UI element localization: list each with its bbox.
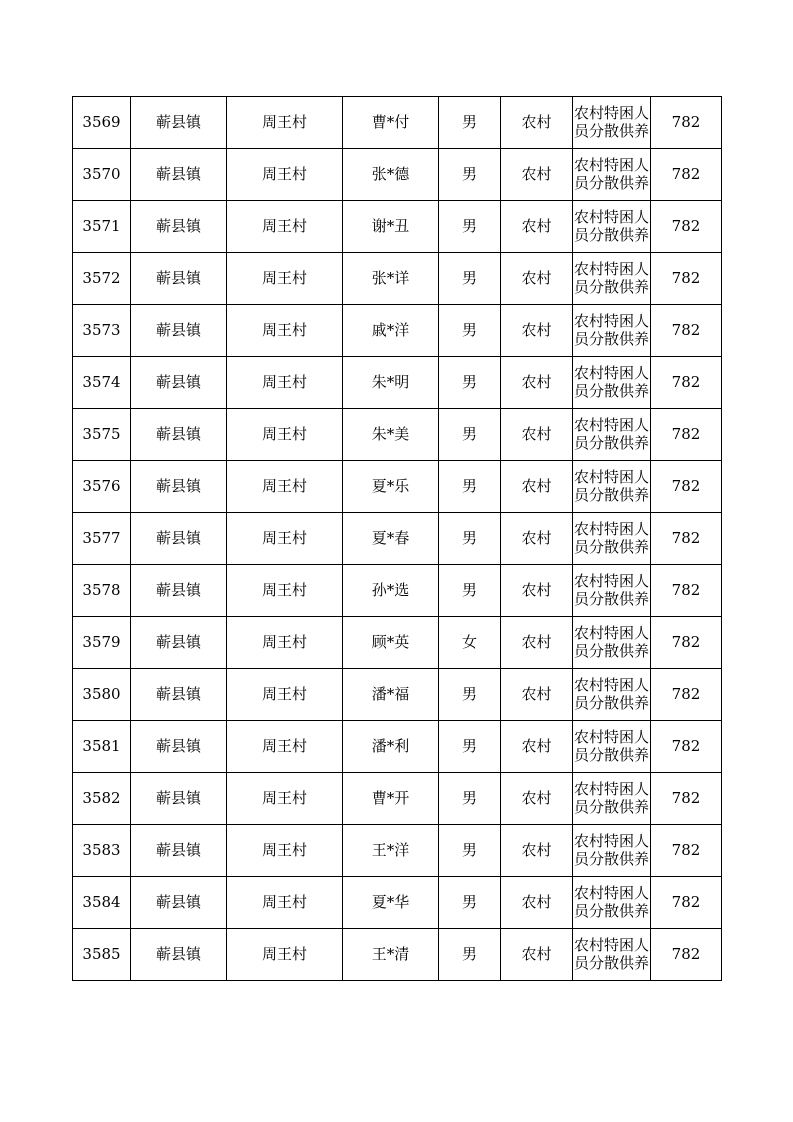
cell-household-type: 农村 xyxy=(501,669,573,721)
cell-gender: 男 xyxy=(439,773,501,825)
cell-household-type: 农村 xyxy=(501,149,573,201)
table-row xyxy=(73,617,722,669)
cell-gender: 男 xyxy=(439,669,501,721)
table-row xyxy=(73,201,722,253)
cell-town: 蕲县镇 xyxy=(131,201,227,253)
cell-gender: 男 xyxy=(439,513,501,565)
cell-household-type: 农村 xyxy=(501,253,573,305)
cell-aid-category: 农村特困人员分散供养 xyxy=(573,617,651,669)
cell-aid-category: 农村特困人员分散供养 xyxy=(573,721,651,773)
cell-village: 周王村 xyxy=(227,721,343,773)
cell-aid-category: 农村特困人员分散供养 xyxy=(573,149,651,201)
cell-name: 夏*春 xyxy=(343,513,439,565)
cell-gender: 男 xyxy=(439,149,501,201)
cell-amount: 782 xyxy=(651,825,722,877)
cell-name: 孙*选 xyxy=(343,565,439,617)
cell-name: 戚*洋 xyxy=(343,305,439,357)
cell-town: 蕲县镇 xyxy=(131,253,227,305)
cell-seq: 3581 xyxy=(73,721,131,773)
cell-village: 周王村 xyxy=(227,253,343,305)
cell-name: 曹*开 xyxy=(343,773,439,825)
table-row xyxy=(73,253,722,305)
cell-aid-category: 农村特困人员分散供养 xyxy=(573,825,651,877)
table-row xyxy=(73,97,722,149)
cell-name: 潘*福 xyxy=(343,669,439,721)
cell-household-type: 农村 xyxy=(501,201,573,253)
cell-seq: 3580 xyxy=(73,669,131,721)
cell-household-type: 农村 xyxy=(501,357,573,409)
cell-amount: 782 xyxy=(651,149,722,201)
cell-amount: 782 xyxy=(651,929,722,981)
cell-name: 夏*乐 xyxy=(343,461,439,513)
cell-aid-category: 农村特困人员分散供养 xyxy=(573,97,651,149)
table-body xyxy=(73,97,722,981)
cell-seq: 3573 xyxy=(73,305,131,357)
cell-amount: 782 xyxy=(651,565,722,617)
cell-gender: 男 xyxy=(439,877,501,929)
table-row xyxy=(73,877,722,929)
table-row xyxy=(73,461,722,513)
cell-town: 蕲县镇 xyxy=(131,877,227,929)
cell-name: 王*清 xyxy=(343,929,439,981)
table-row xyxy=(73,721,722,773)
cell-household-type: 农村 xyxy=(501,513,573,565)
cell-village: 周王村 xyxy=(227,929,343,981)
table-row xyxy=(73,513,722,565)
cell-aid-category: 农村特困人员分散供养 xyxy=(573,201,651,253)
cell-aid-category: 农村特困人员分散供养 xyxy=(573,357,651,409)
cell-village: 周王村 xyxy=(227,877,343,929)
cell-seq: 3585 xyxy=(73,929,131,981)
cell-gender: 男 xyxy=(439,201,501,253)
cell-amount: 782 xyxy=(651,513,722,565)
cell-town: 蕲县镇 xyxy=(131,149,227,201)
table-row xyxy=(73,305,722,357)
cell-seq: 3570 xyxy=(73,149,131,201)
cell-town: 蕲县镇 xyxy=(131,773,227,825)
cell-town: 蕲县镇 xyxy=(131,357,227,409)
cell-town: 蕲县镇 xyxy=(131,721,227,773)
cell-name: 夏*华 xyxy=(343,877,439,929)
cell-village: 周王村 xyxy=(227,565,343,617)
cell-amount: 782 xyxy=(651,721,722,773)
cell-gender: 男 xyxy=(439,461,501,513)
cell-household-type: 农村 xyxy=(501,617,573,669)
cell-amount: 782 xyxy=(651,357,722,409)
cell-name: 顾*英 xyxy=(343,617,439,669)
cell-household-type: 农村 xyxy=(501,97,573,149)
cell-town: 蕲县镇 xyxy=(131,617,227,669)
cell-amount: 782 xyxy=(651,305,722,357)
cell-village: 周王村 xyxy=(227,617,343,669)
cell-gender: 男 xyxy=(439,721,501,773)
cell-household-type: 农村 xyxy=(501,305,573,357)
cell-village: 周王村 xyxy=(227,461,343,513)
cell-gender: 男 xyxy=(439,97,501,149)
cell-town: 蕲县镇 xyxy=(131,97,227,149)
cell-seq: 3577 xyxy=(73,513,131,565)
cell-seq: 3571 xyxy=(73,201,131,253)
cell-household-type: 农村 xyxy=(501,773,573,825)
cell-town: 蕲县镇 xyxy=(131,513,227,565)
cell-amount: 782 xyxy=(651,409,722,461)
cell-household-type: 农村 xyxy=(501,565,573,617)
cell-household-type: 农村 xyxy=(501,929,573,981)
table-row xyxy=(73,149,722,201)
cell-seq: 3578 xyxy=(73,565,131,617)
cell-aid-category: 农村特困人员分散供养 xyxy=(573,929,651,981)
cell-name: 潘*利 xyxy=(343,721,439,773)
table-row xyxy=(73,825,722,877)
cell-gender: 男 xyxy=(439,825,501,877)
cell-seq: 3575 xyxy=(73,409,131,461)
cell-town: 蕲县镇 xyxy=(131,929,227,981)
subsidy-roster-table xyxy=(72,96,722,981)
table-row xyxy=(73,357,722,409)
cell-aid-category: 农村特困人员分散供养 xyxy=(573,513,651,565)
cell-town: 蕲县镇 xyxy=(131,669,227,721)
cell-name: 张*德 xyxy=(343,149,439,201)
cell-town: 蕲县镇 xyxy=(131,461,227,513)
cell-village: 周王村 xyxy=(227,201,343,253)
cell-gender: 男 xyxy=(439,565,501,617)
cell-aid-category: 农村特困人员分散供养 xyxy=(573,565,651,617)
cell-amount: 782 xyxy=(651,617,722,669)
cell-gender: 男 xyxy=(439,305,501,357)
cell-seq: 3584 xyxy=(73,877,131,929)
cell-name: 张*详 xyxy=(343,253,439,305)
cell-household-type: 农村 xyxy=(501,721,573,773)
cell-aid-category: 农村特困人员分散供养 xyxy=(573,877,651,929)
cell-town: 蕲县镇 xyxy=(131,305,227,357)
cell-amount: 782 xyxy=(651,669,722,721)
table-row xyxy=(73,565,722,617)
cell-town: 蕲县镇 xyxy=(131,409,227,461)
cell-seq: 3582 xyxy=(73,773,131,825)
cell-town: 蕲县镇 xyxy=(131,565,227,617)
cell-gender: 男 xyxy=(439,357,501,409)
cell-seq: 3579 xyxy=(73,617,131,669)
cell-name: 王*洋 xyxy=(343,825,439,877)
cell-gender: 男 xyxy=(439,929,501,981)
cell-gender: 男 xyxy=(439,253,501,305)
cell-village: 周王村 xyxy=(227,825,343,877)
cell-aid-category: 农村特困人员分散供养 xyxy=(573,669,651,721)
cell-village: 周王村 xyxy=(227,357,343,409)
cell-village: 周王村 xyxy=(227,305,343,357)
cell-village: 周王村 xyxy=(227,773,343,825)
cell-name: 谢*丑 xyxy=(343,201,439,253)
cell-amount: 782 xyxy=(651,253,722,305)
cell-aid-category: 农村特困人员分散供养 xyxy=(573,461,651,513)
cell-amount: 782 xyxy=(651,461,722,513)
cell-gender: 男 xyxy=(439,409,501,461)
cell-amount: 782 xyxy=(651,97,722,149)
cell-seq: 3574 xyxy=(73,357,131,409)
cell-village: 周王村 xyxy=(227,409,343,461)
table-row xyxy=(73,929,722,981)
cell-village: 周王村 xyxy=(227,513,343,565)
cell-household-type: 农村 xyxy=(501,409,573,461)
cell-village: 周王村 xyxy=(227,669,343,721)
cell-amount: 782 xyxy=(651,773,722,825)
cell-amount: 782 xyxy=(651,201,722,253)
cell-name: 曹*付 xyxy=(343,97,439,149)
cell-aid-category: 农村特困人员分散供养 xyxy=(573,253,651,305)
table-row xyxy=(73,669,722,721)
table-row xyxy=(73,409,722,461)
cell-seq: 3569 xyxy=(73,97,131,149)
cell-village: 周王村 xyxy=(227,97,343,149)
cell-seq: 3572 xyxy=(73,253,131,305)
cell-aid-category: 农村特困人员分散供养 xyxy=(573,409,651,461)
cell-name: 朱*明 xyxy=(343,357,439,409)
cell-name: 朱*美 xyxy=(343,409,439,461)
cell-amount: 782 xyxy=(651,877,722,929)
cell-seq: 3576 xyxy=(73,461,131,513)
cell-town: 蕲县镇 xyxy=(131,825,227,877)
cell-aid-category: 农村特困人员分散供养 xyxy=(573,773,651,825)
cell-household-type: 农村 xyxy=(501,877,573,929)
cell-aid-category: 农村特困人员分散供养 xyxy=(573,305,651,357)
cell-household-type: 农村 xyxy=(501,825,573,877)
cell-household-type: 农村 xyxy=(501,461,573,513)
table-row xyxy=(73,773,722,825)
cell-village: 周王村 xyxy=(227,149,343,201)
cell-seq: 3583 xyxy=(73,825,131,877)
cell-gender: 女 xyxy=(439,617,501,669)
